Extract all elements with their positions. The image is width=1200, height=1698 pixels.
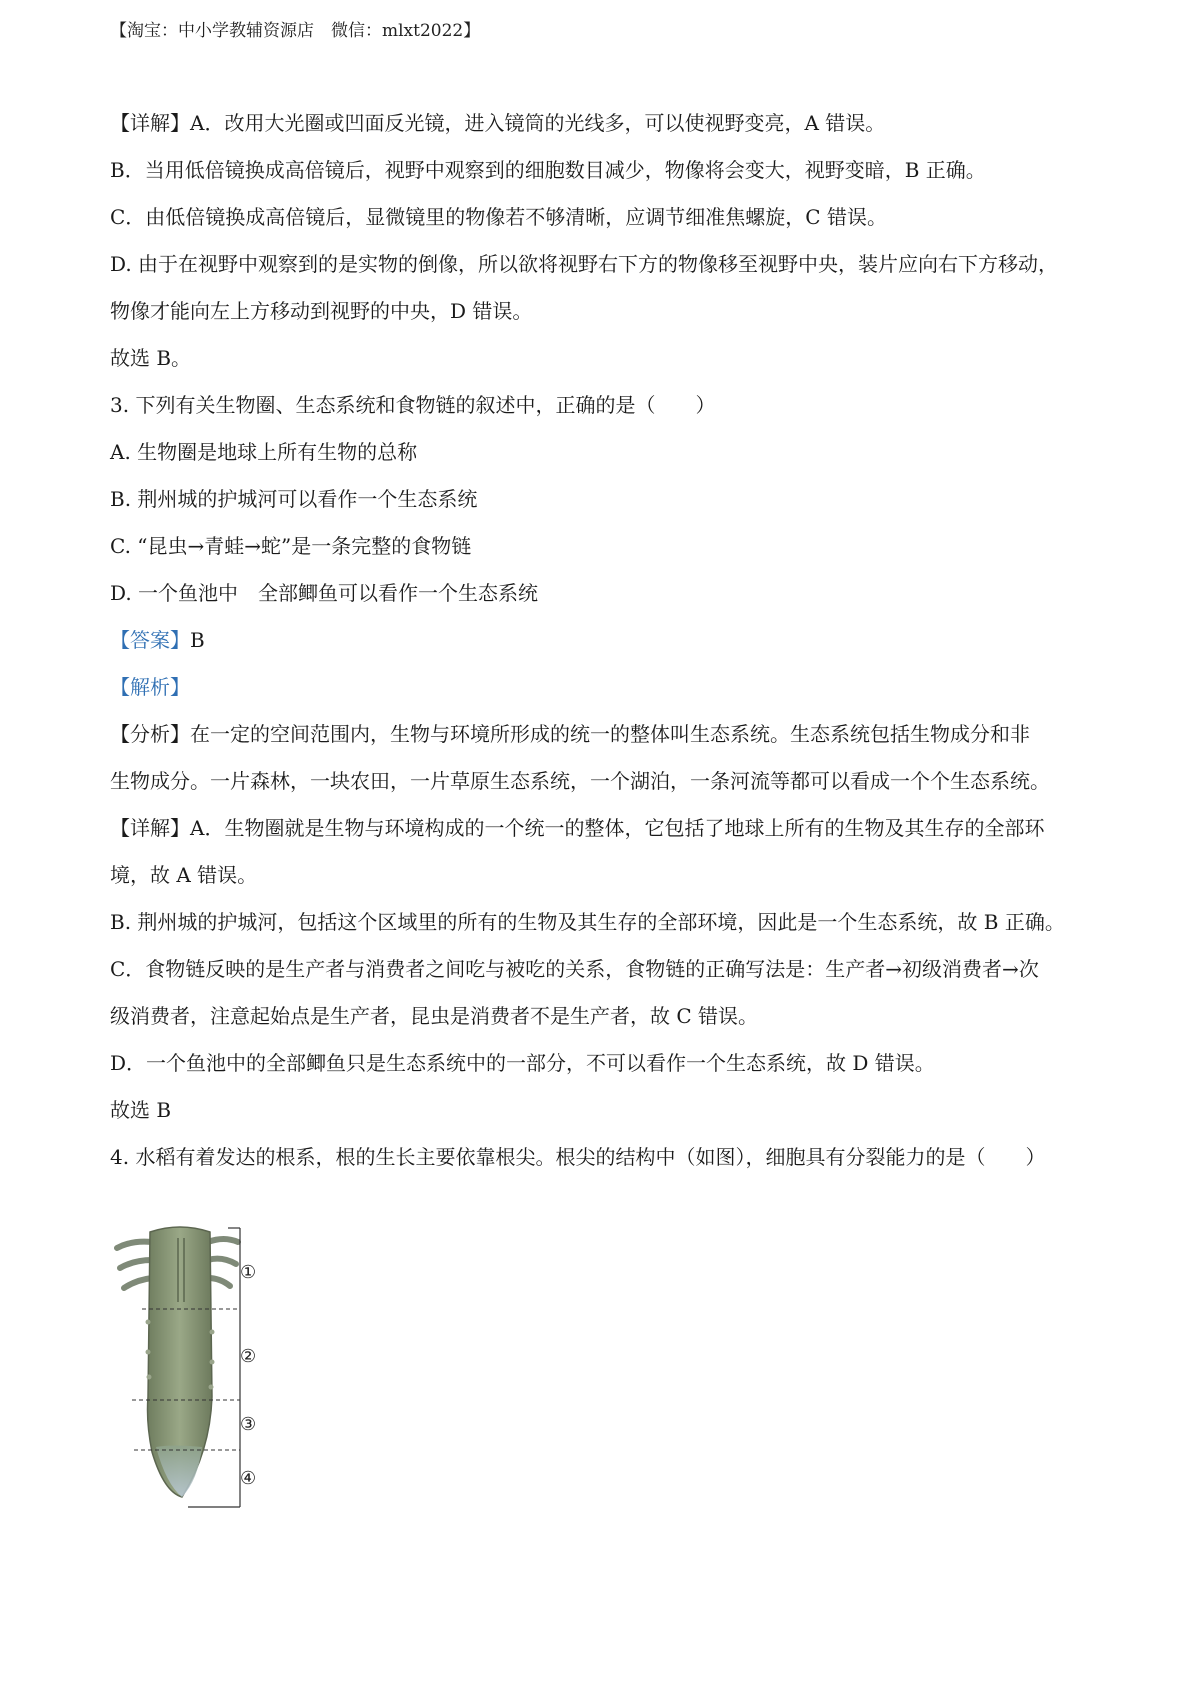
label-4: ④ (240, 1468, 257, 1489)
label-3: ③ (240, 1414, 257, 1435)
q3-answer (110, 617, 1100, 664)
q3-option-a: A. 生物圈是地球上所有生物的总称 (110, 440, 418, 464)
prev-detail-a: 【详解】A．改用大光圈或凹面反光镜，进入镜筒的光线多，可以使视野变亮，A 错误。 (110, 111, 886, 135)
watermark-header: 【淘宝：中小学教辅资源店 微信：mlxt2022】 (110, 21, 481, 41)
q3-detail-c-line1: C．食物链反映的是生产者与消费者之间吃与被吃的关系，食物链的正确写法是：生产者→初级消费者→次 (110, 957, 1039, 981)
label-1: ① (240, 1262, 257, 1283)
q3-option-c: C. “昆虫→青蛙→蛇”是一条完整的食物链 (110, 534, 472, 558)
q3-detail-b: B. 荆州城的护城河，包括这个区域里的所有的生物及其生存的全部环境，因此是一个生态系统，故 B 正确。 (110, 910, 1065, 934)
q3-option-d: D. 一个鱼池中 全部鲫鱼可以看作一个生态系统 (110, 581, 539, 605)
q3-detail-c-line2: 级消费者，注意起始点是生产者，昆虫是消费者不是生产者，故 C 错误。 (110, 1004, 759, 1028)
prev-detail-c: C．由低倍镜换成高倍镜后，显微镜里的物像若不够清晰，应调节细准焦螺旋，C 错误。 (110, 205, 887, 229)
prev-detail-d-line1: D. 由于在视野中观察到的是实物的倒像，所以欲将视野右下方的物像移至视野中央，装片应向右下方移动， (110, 252, 1059, 276)
q3-choose: 故选 B (110, 1098, 172, 1122)
prev-detail-b: B．当用低倍镜换成高倍镜后，视野中观察到的细胞数目减少，物像将会变大，视野变暗，B 正确。 (110, 158, 986, 182)
q3-detail-a-line2: 境，故 A 错误。 (110, 863, 258, 887)
answer-value: B (190, 628, 205, 652)
figure-labels (240, 1262, 256, 1489)
q4-stem: 4. 水稻有着发达的根系，根的生长主要依靠根尖。根尖的结构中（如图），细胞具有分裂能力的是（ ） (110, 1145, 1046, 1169)
root-tip-figure (112, 1222, 282, 1522)
q3-option-b: B. 荆州城的护城河可以看作一个生态系统 (110, 487, 478, 511)
document-body (110, 100, 1100, 1181)
q3-analysis-label: 【解析】 (110, 675, 190, 699)
q3-analysis-line2: 生物成分。一片森林，一块农田，一片草原生态系统，一个湖泊，一条河流等都可以看成一个个生态系统。 (110, 769, 1050, 793)
root-tip-illustration (112, 1222, 282, 1522)
q3-detail-a-line1: 【详解】A．生物圈就是生物与环境构成的一个统一的整体，它包括了地球上所有的生物及其生存的全部环 (110, 816, 1045, 840)
prev-detail-d-line2: 物像才能向左上方移动到视野的中央，D 错误。 (110, 299, 533, 323)
answer-label: 【答案】 (110, 628, 190, 652)
q3-analysis-line1: 【分析】在一定的空间范围内，生物与环境所形成的统一的整体叫生态系统。生态系统包括生物成分和非 (110, 722, 1030, 746)
q3-stem: 3. 下列有关生物圈、生态系统和食物链的叙述中，正确的是（ ） (110, 393, 716, 417)
label-2: ② (240, 1346, 257, 1367)
q3-detail-d: D．一个鱼池中的全部鲫鱼只是生态系统中的一部分，不可以看作一个生态系统，故 D 错误。 (110, 1051, 935, 1075)
prev-choose: 故选 B。 (110, 346, 192, 370)
